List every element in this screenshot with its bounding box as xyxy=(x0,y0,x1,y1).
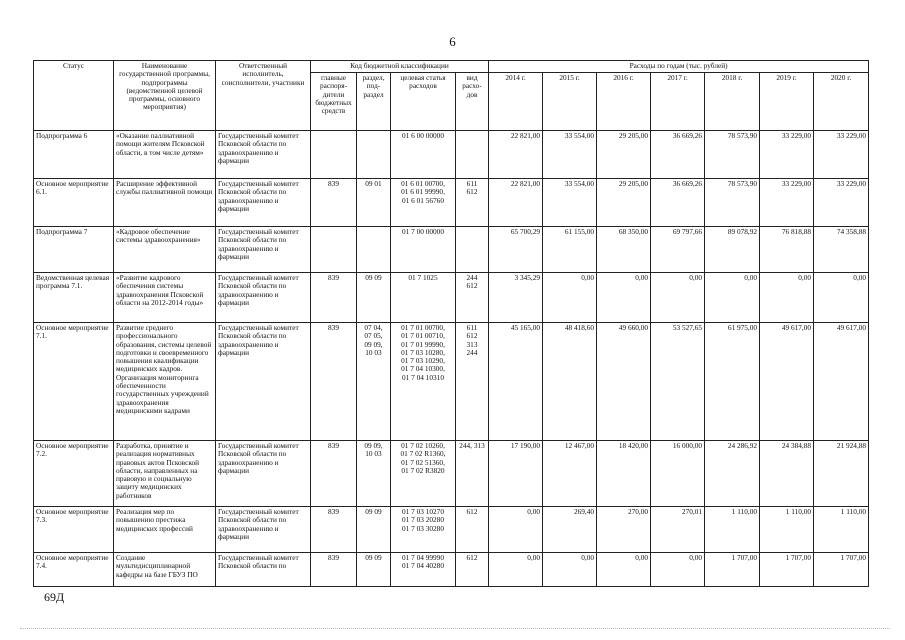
row-section xyxy=(357,227,391,273)
row-status: Ведомственная целевая программа 7.1. xyxy=(34,273,114,323)
row-section: 09 09 xyxy=(357,553,391,587)
row-target: 01 6 01 00700, 01 6 01 99990, 01 6 01 56760 xyxy=(391,179,456,227)
row-target: 01 7 00 00000 xyxy=(391,227,456,273)
table-row xyxy=(34,553,869,587)
row-value: 24 286,92 xyxy=(705,441,760,507)
row-value: 21 924,88 xyxy=(814,441,869,507)
row-type: 612 xyxy=(456,507,489,553)
header-status: Статус xyxy=(34,61,114,131)
row-name: Создание мультидисциплинарной кафедры на базе ГБУЗ ПО xyxy=(114,553,216,587)
header-expenses-group: Расходы по годам (тыс. рублей) xyxy=(489,61,869,73)
row-target: 01 7 1025 xyxy=(391,273,456,323)
row-value: 74 358,88 xyxy=(814,227,869,273)
row-target: 01 7 01 00700, 01 7 01 00710, 01 7 01 99990, 01 7 03 10280, 01 7 03 10290, 01 7 04 10300, 01 7 04 10310 xyxy=(391,323,456,441)
row-responsible: Государственный комитет Псковской области по здравоохранению и фармации xyxy=(216,507,311,553)
header-year: 2020 г. xyxy=(814,73,869,131)
table-header xyxy=(34,61,869,131)
header-kbk-grbs: главные распоря-дители бюджетных средств xyxy=(311,73,357,131)
row-value: 36 669,26 xyxy=(651,131,705,179)
header-year: 2016 г. xyxy=(597,73,651,131)
row-responsible: Государственный комитет Псковской области по здравоохранению и фармации xyxy=(216,441,311,507)
row-value: 36 669,26 xyxy=(651,179,705,227)
row-value: 0,00 xyxy=(705,273,760,323)
row-value: 33 554,00 xyxy=(543,179,597,227)
row-section: 09 09, 10 03 xyxy=(357,441,391,507)
row-value: 78 573,90 xyxy=(705,179,760,227)
row-value: 1 110,00 xyxy=(705,507,760,553)
budget-table-wrapper xyxy=(33,60,869,587)
row-type: 244, 313 xyxy=(456,441,489,507)
row-grbs: 839 xyxy=(311,553,357,587)
row-status: Подпрограмма 7 xyxy=(34,227,114,273)
row-grbs: 839 xyxy=(311,273,357,323)
row-status: Подпрограмма 6 xyxy=(34,131,114,179)
row-type: 611 612 xyxy=(456,179,489,227)
row-name: Разработка, принятие и реализация нормативных правовых актов Псковской области, направленных на правовую и социальную защиту медицинских работников xyxy=(114,441,216,507)
row-status: Основное мероприятие 7.1. xyxy=(34,323,114,441)
table-row xyxy=(34,273,869,323)
row-value: 89 078,92 xyxy=(705,227,760,273)
row-section: 09 01 xyxy=(357,179,391,227)
row-value: 53 527,65 xyxy=(651,323,705,441)
row-value: 76 818,88 xyxy=(760,227,814,273)
header-kbk-group: Код бюджетной классификации xyxy=(311,61,489,73)
row-grbs xyxy=(311,131,357,179)
row-grbs: 839 xyxy=(311,507,357,553)
row-type: 612 xyxy=(456,553,489,587)
row-value: 17 190,00 xyxy=(489,441,543,507)
row-type: 244 612 xyxy=(456,273,489,323)
row-value: 269,40 xyxy=(543,507,597,553)
row-value: 33 229,00 xyxy=(814,179,869,227)
header-kbk-type: вид расхо-дов xyxy=(456,73,489,131)
row-value: 61 975,00 xyxy=(705,323,760,441)
row-status: Основное мероприятие 7.4. xyxy=(34,553,114,587)
row-grbs: 839 xyxy=(311,179,357,227)
header-year: 2015 г. xyxy=(543,73,597,131)
row-value: 0,00 xyxy=(651,553,705,587)
row-value: 78 573,90 xyxy=(705,131,760,179)
row-value: 1 110,00 xyxy=(760,507,814,553)
header-year: 2017 г. xyxy=(651,73,705,131)
row-value: 22 821,00 xyxy=(489,131,543,179)
row-status: Основное мероприятие 6.1. xyxy=(34,179,114,227)
row-value: 49 617,00 xyxy=(760,323,814,441)
row-status: Основное мероприятие 7.3. xyxy=(34,507,114,553)
header-kbk-target: целевая статья расходов xyxy=(391,73,456,131)
row-name: Реализация мер по повышению престижа медицинских профессий xyxy=(114,507,216,553)
row-value: 49 660,00 xyxy=(597,323,651,441)
page-number: 6 xyxy=(449,34,456,49)
row-name: Расширение эффективной службы паллиативной помощи xyxy=(114,179,216,227)
row-value: 16 000,00 xyxy=(651,441,705,507)
row-value: 33 554,00 xyxy=(543,131,597,179)
row-value: 270,00 xyxy=(597,507,651,553)
row-value: 1 707,00 xyxy=(814,553,869,587)
row-value: 0,00 xyxy=(543,273,597,323)
row-value: 18 420,00 xyxy=(597,441,651,507)
row-value: 33 229,00 xyxy=(760,179,814,227)
row-type: 611 612 313 244 xyxy=(456,323,489,441)
row-section: 07 04, 07 05, 09 09, 10 03 xyxy=(357,323,391,441)
row-value: 0,00 xyxy=(597,553,651,587)
header-year: 2014 г. xyxy=(489,73,543,131)
row-responsible: Государственный комитет Псковской области по здравоохранению и фармации xyxy=(216,323,311,441)
row-target: 01 7 03 10270 01 7 03 20280 01 7 03 30280 xyxy=(391,507,456,553)
header-year: 2018 г. xyxy=(705,73,760,131)
row-responsible: Государственный комитет Псковской области по здравоохранению и фармации xyxy=(216,273,311,323)
table-row xyxy=(34,323,869,441)
row-value: 0,00 xyxy=(543,553,597,587)
row-value: 65 700,29 xyxy=(489,227,543,273)
row-responsible: Государственный комитет Псковской области по здравоохранению и фармации xyxy=(216,131,311,179)
row-value: 24 384,88 xyxy=(760,441,814,507)
row-value: 0,00 xyxy=(651,273,705,323)
row-target: 01 6 00 00000 xyxy=(391,131,456,179)
row-name: Развитие среднего профессионального образования, системы целевой подготовки и своевременного повышения квалификации медицинских кадров. Организация мониторинга обеспеченности государственных учреждений здравоохранения медицинскими кадрами xyxy=(114,323,216,441)
table-body xyxy=(34,131,869,587)
row-value: 0,00 xyxy=(760,273,814,323)
row-name: «Оказание паллиативной помощи жителям Псковской области, в том числе детям» xyxy=(114,131,216,179)
row-value: 29 205,00 xyxy=(597,131,651,179)
row-value: 33 229,00 xyxy=(814,131,869,179)
row-value: 45 165,00 xyxy=(489,323,543,441)
row-value: 0,00 xyxy=(489,507,543,553)
row-grbs: 839 xyxy=(311,441,357,507)
row-value: 69 797,66 xyxy=(651,227,705,273)
document-code: 69Д xyxy=(44,590,65,604)
row-value: 0,00 xyxy=(489,553,543,587)
row-grbs: 839 xyxy=(311,323,357,441)
row-value: 1 110,00 xyxy=(814,507,869,553)
row-value: 1 707,00 xyxy=(760,553,814,587)
table-row xyxy=(34,131,869,179)
row-value: 29 205,00 xyxy=(597,179,651,227)
row-section: 09 09 xyxy=(357,507,391,553)
row-value: 3 345,29 xyxy=(489,273,543,323)
row-value: 61 155,00 xyxy=(543,227,597,273)
row-section xyxy=(357,131,391,179)
row-value: 0,00 xyxy=(597,273,651,323)
row-target: 01 7 04 99990 01 7 04 40280 xyxy=(391,553,456,587)
header-name: Наименование государственной программы, подпрограммы (ведомственной целевой программы, основного мероприятия) xyxy=(114,61,216,131)
row-value: 270,01 xyxy=(651,507,705,553)
row-type xyxy=(456,227,489,273)
row-grbs xyxy=(311,227,357,273)
row-value: 12 467,00 xyxy=(543,441,597,507)
row-target: 01 7 02 10260, 01 7 02 R1360, 01 7 02 51360, 01 7 02 R3820 xyxy=(391,441,456,507)
table-row xyxy=(34,227,869,273)
row-status: Основное мероприятие 7.2. xyxy=(34,441,114,507)
table-row xyxy=(34,179,869,227)
row-value: 48 418,60 xyxy=(543,323,597,441)
row-section: 09 09 xyxy=(357,273,391,323)
row-responsible: Государственный комитет Псковской области по здравоохранению и фармации xyxy=(216,179,311,227)
row-responsible: Государственный комитет Псковской области по xyxy=(216,553,311,587)
row-name: «Развитие кадрового обеспечения системы здравоохранения Псковской области на 2012-2014 годы» xyxy=(114,273,216,323)
row-type xyxy=(456,131,489,179)
budget-table xyxy=(33,60,869,587)
row-value: 0,00 xyxy=(814,273,869,323)
row-value: 68 350,00 xyxy=(597,227,651,273)
row-value: 1 707,00 xyxy=(705,553,760,587)
header-kbk-section: раздел, под-раздел xyxy=(357,73,391,131)
scan-edge-divider xyxy=(20,628,890,630)
header-year: 2019 г. xyxy=(760,73,814,131)
row-responsible: Государственный комитет Псковской области по здравоохранению и фармации xyxy=(216,227,311,273)
header-responsible: Ответственный исполнитель, соисполнители, участники xyxy=(216,61,311,131)
table-row xyxy=(34,441,869,507)
row-value: 22 821,00 xyxy=(489,179,543,227)
table-row xyxy=(34,507,869,553)
row-value: 49 617,00 xyxy=(814,323,869,441)
row-name: «Кадровое обеспечение системы здравоохранения» xyxy=(114,227,216,273)
row-value: 33 229,00 xyxy=(760,131,814,179)
